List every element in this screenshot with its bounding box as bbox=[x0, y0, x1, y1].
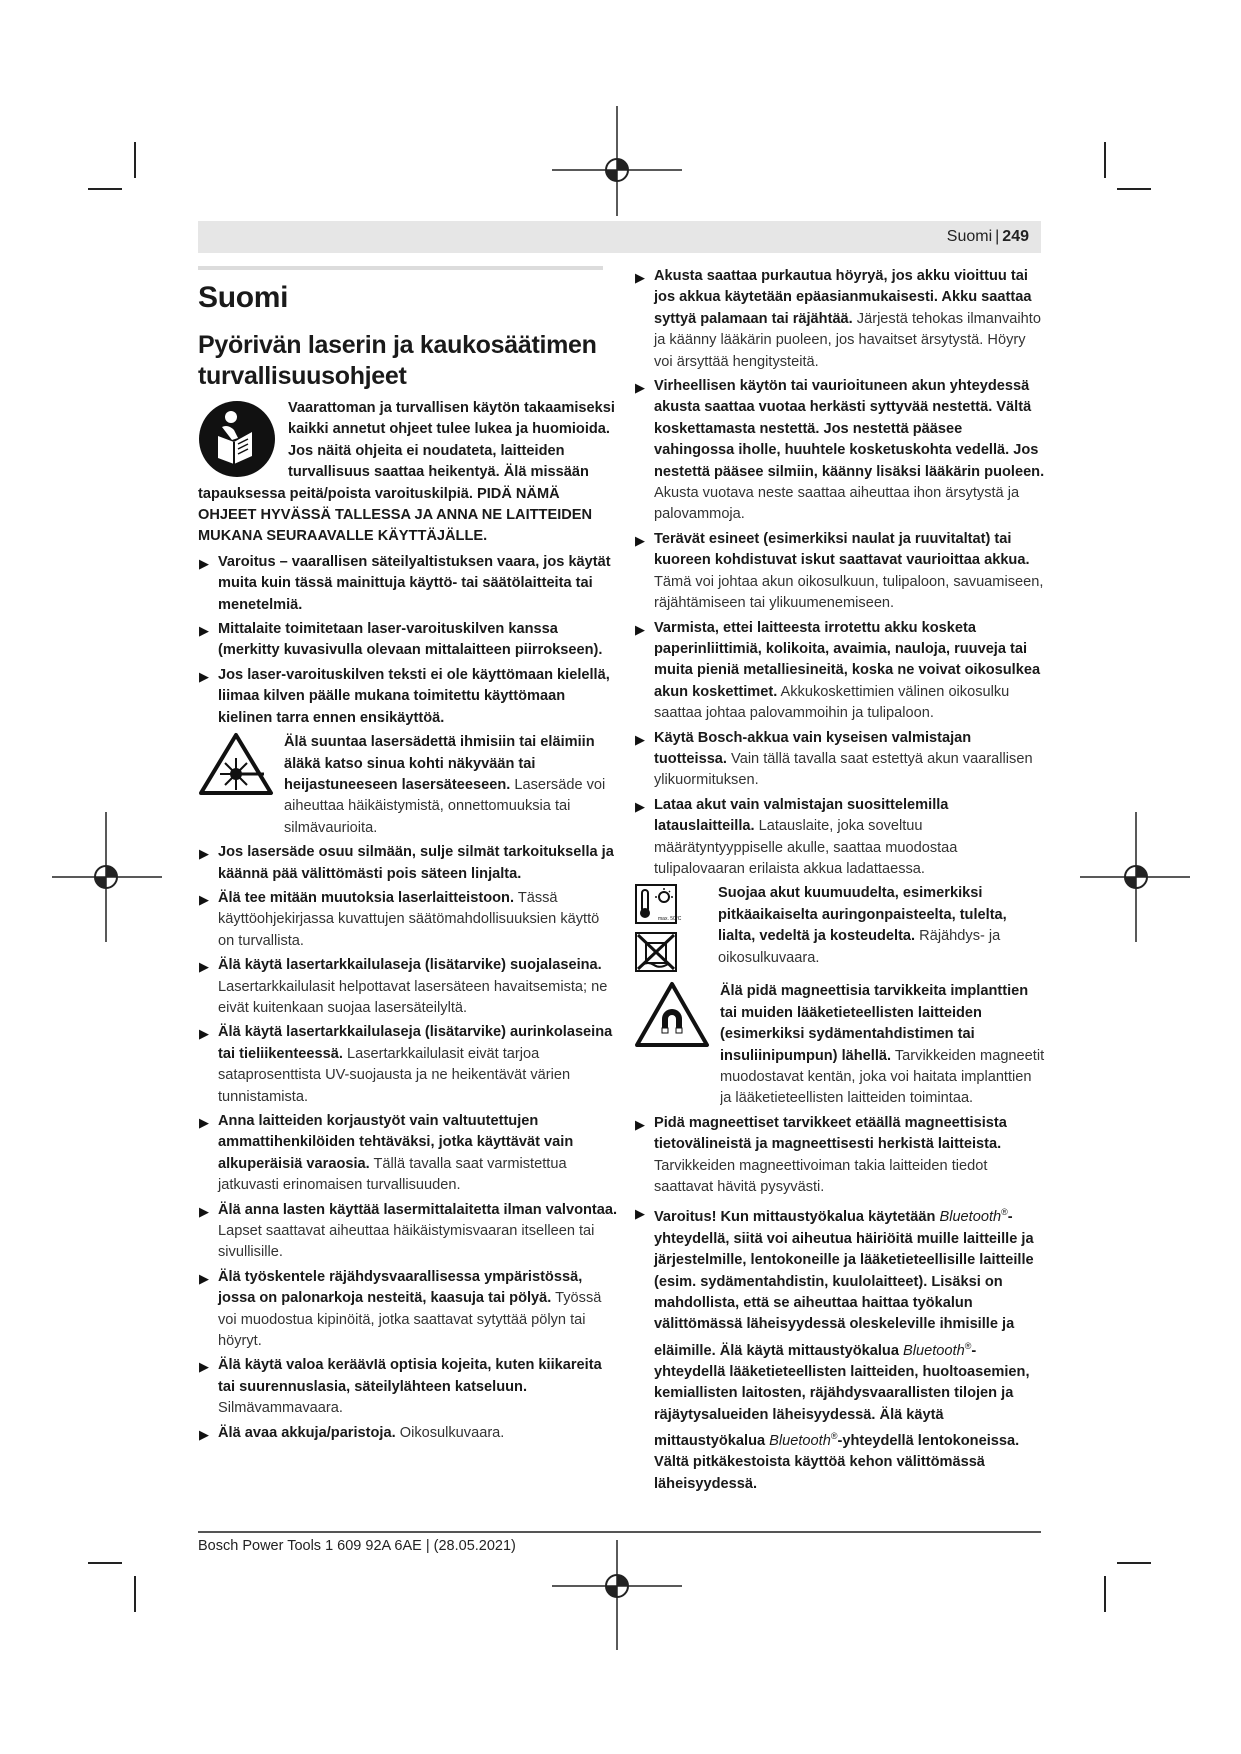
bullet-triangle-icon: ▶ bbox=[635, 621, 645, 637]
crop-mark bbox=[1117, 188, 1151, 190]
bullet-triangle-icon: ▶ bbox=[199, 959, 209, 975]
page-number: 249 bbox=[1002, 228, 1029, 245]
bluetooth-warning: ▶ Varoitus! Kun mittaustyökalua käytetään Bluetooth®-yhteydellä, siitä voi aiheutua häiriöitä muille laitteille ja järjestelmille, lentokoneille ja lääketieteellisille laitteille (esim. sydämentahdistin, kuulolaitteet). Lisäksi on mahdollista, että se aiheuttaa haittaa työkalun välittömässä läheisyydessä oleskeleville ihmisille ja eläimille. Älä käytä mittaustyökalua Bluetooth®-yhteydellä lääketieteellisten laitteiden, huoltoasemien, kemiallisten laitosten, räjähdysvaarallisten tilojen ja räjäytysalueiden läheisyydessä. Älä käytä mittaustyökalua Bluetooth®-yhteydellä lentokoneissa. Vältä pitkäkestoista käyttöä kehon välittömässä läheisyydessä. bbox=[634, 1202, 1046, 1495]
right-list-1 bbox=[634, 266, 1046, 880]
crop-mark bbox=[88, 188, 122, 190]
bullet-triangle-icon: ▶ bbox=[199, 1115, 209, 1130]
list-item: ▶ Jos laser-varoituskilven teksti ei ole käyttömaan kielellä, liimaa kilven päälle mukana toimitettu käyttömaan kielinen tarra ennen ensikäyttöä. bbox=[199, 666, 610, 726]
bullet-triangle-icon: ▶ bbox=[199, 1203, 209, 1219]
list-item: ▶ Älä avaa akkuja/paristoja. Oikosulkuvaara. bbox=[198, 1423, 618, 1444]
left-column bbox=[198, 266, 618, 1447]
bluetooth-term: Bluetooth bbox=[939, 1209, 1002, 1226]
bullet-triangle-icon: ▶ bbox=[635, 380, 645, 396]
list-item: ▶ Akusta saattaa purkautua höyryä, jos akku vioittuu tai jos akkua käytetään epäasianmukaisesti. Akku saattaa syttyä palamaan tai räjähtää. Järjestä tehokas ilmanvaihto ja käänny lääkärin puoleen, jos havaitset ärsytystä. Höyry voi ärsyttää hengitysteitä. bbox=[635, 268, 1041, 370]
bullet-triangle-icon: ▶ bbox=[199, 1359, 209, 1375]
bullet-triangle-icon: ▶ bbox=[635, 270, 645, 285]
list-item: ▶ Virheellisen käytön tai vaurioituneen akun yhteydessä akusta saattaa vuotaa herkästi syttyvää nestettä. Vältä koskettamasta nestettä. Jos nestettä pääsee vahingossa iholle, huuhtele kosketuskohta vedellä. Jos nestettä pääsee silmiin, käänny lisäksi lääkärin puoleen. Akusta vuotava neste saattaa aiheuttaa ihon ärsytystä ja palovammoja. bbox=[635, 378, 1045, 523]
bluetooth-term: Bluetooth bbox=[903, 1342, 965, 1359]
bullet-triangle-icon: ▶ bbox=[199, 1426, 209, 1442]
page-header bbox=[198, 221, 1041, 253]
crop-mark bbox=[134, 142, 136, 178]
crop-mark bbox=[1104, 142, 1106, 178]
magnet-warning-text: Älä pidä magneettisia tarvikkeita implanttien tai muiden lääketieteellisten laitteiden (esimerkiksi sydämentahdistimen tai insuliinipumpun) lähellä. Tarvikkeiden magneetit muodostavat kentän, joka voi haitata implanttien ja lääketieteellisten laitteiden toimintaa. bbox=[720, 983, 1045, 1107]
heat-icon-label: max. 50°C bbox=[658, 916, 682, 923]
bullet-triangle-icon: ▶ bbox=[635, 1116, 645, 1132]
crop-mark bbox=[1117, 1562, 1151, 1564]
bluetooth-term: Bluetooth bbox=[769, 1433, 831, 1450]
list-item: ▶ Terävät esineet (esimerkiksi naulat ja ruuvitaltat) tai kuoreen kohdistuvat iskut saattavat vaurioittaa akkua. Tämä voi johtaa akun oikosulkuun, tulipaloon, savuamiseen, räjähtämiseen tai ylikuumenemiseen. bbox=[635, 530, 1044, 612]
bullet-triangle-icon: ▶ bbox=[635, 731, 645, 747]
bullet-triangle-icon: ▶ bbox=[199, 846, 209, 862]
list-item: ▶ Älä käytä lasertarkkailulaseja (lisätarvike) suojalaseina. Lasertarkkailulasit helpottavat lasersäteen havaitsemista; ne eivät kuitenkaan suojaa lasersäteilyltä. bbox=[199, 957, 608, 1016]
right-list-2 bbox=[634, 1113, 1046, 1495]
heat-warning-text: Suojaa akut kuumuudelta, esimerkiksi pitkäaikaiselta auringonpaisteelta, tulelta, lialta, vedeltä ja kosteudelta. Räjähdys- ja oikosulkuvaara. bbox=[718, 885, 1007, 966]
bullet-triangle-icon: ▶ bbox=[199, 555, 209, 571]
bullet-triangle-icon: ▶ bbox=[199, 623, 209, 639]
magnet-warning-icon bbox=[634, 981, 710, 1049]
crop-mark bbox=[88, 1562, 122, 1564]
bullet-triangle-icon: ▶ bbox=[199, 1026, 209, 1042]
registration-mark-icon bbox=[52, 812, 162, 942]
list-item: ▶ Älä tee mitään muutoksia laserlaitteistoon. Tässä käyttöohjekirjassa kuvattujen säätömahdollisuuksien käyttö on turvallista. bbox=[199, 889, 600, 949]
list-item: ▶ Älä työskentele räjähdysvaarallisessa ympäristössä, jossa on palonarkoja nesteitä, kaasuja tai pölyä. Työssä voi muodostua kipinöitä, jotka saattavat sytyttää pölyn tai höyryt. bbox=[199, 1268, 602, 1350]
laser-warning-text: Älä suuntaa lasersädettä ihmisiin tai eläimiin äläkä katso sinua kohti näkyvään tai heijastuneeseen lasersäteeseen. Lasersäde voi aiheuttaa häikäistymistä, onnettomuuksia tai silmävaurioita. bbox=[284, 734, 606, 836]
subtitle: Pyörivän laserin ja kaukosäätimen turvallisuusohjeet bbox=[198, 331, 597, 390]
registration-mark-icon bbox=[552, 106, 682, 216]
heat-warning-block bbox=[634, 883, 1046, 973]
crop-mark bbox=[134, 1576, 136, 1612]
footer-text: Bosch Power Tools 1 609 92A 6AE | (28.05.2021) bbox=[198, 1538, 516, 1554]
list-item: ▶ Älä käytä valoa keräävIä optisia kojeita, kuten kiikareita tai suurennuslasia, säteilylähteen katseluun. Silmävammavaara. bbox=[199, 1357, 602, 1417]
page-header-text: Suomi | 249 bbox=[946, 228, 1029, 245]
left-list-2 bbox=[198, 842, 618, 1444]
list-item: ▶ Pidä magneettiset tarvikkeet etäällä magneettisista tietovälineistä ja magneettisesti herkistä laitteista. Tarvikkeiden magneettivoiman takia laitteiden tiedot saattavat hävitä pysyvästi. bbox=[635, 1114, 1007, 1196]
section-title: Suomi bbox=[198, 281, 289, 314]
bullet-triangle-icon: ▶ bbox=[199, 668, 209, 684]
bullet-triangle-icon: ▶ bbox=[635, 1206, 645, 1222]
list-item: ▶ Varmista, ettei laitteesta irrotettu akku kosketa paperinliittimiä, kolikoita, avaimia, nauloja, ruuveja tai muita pieniä metalliesineitä, koska ne voivat oikosulkea akun koskettimet. Akkukoskettimien välinen oikosulku saattaa johtaa palovammoihin ja tulipaloon. bbox=[635, 619, 1041, 722]
right-column bbox=[634, 266, 1046, 1498]
list-item: ▶ Älä käytä lasertarkkailulaseja (lisätarvike) aurinkolaseina tai tieliikenteessä. Lasertarkkailulasit eivät tarjoa sataprosenttista UV-suojausta ja ne heikentävät värien tunnistamista. bbox=[199, 1024, 613, 1105]
laser-warning-icon bbox=[198, 732, 274, 796]
registration-mark-icon bbox=[1080, 812, 1190, 942]
bullet-triangle-icon: ▶ bbox=[635, 532, 645, 548]
list-item: ▶ Anna laitteiden korjaustyöt vain valtuutettujen ammattihenkilöiden tehtäväksi, jotka käyttävät vain alkuperäisiä varaosia. Tällä tavalla saat varmistettua jatkuvasti erinomaisen turvallisuuden. bbox=[199, 1113, 574, 1194]
list-item: ▶ Lataa akut vain valmistajan suosittelemilla latauslaitteilla. Latauslaite, joka soveltuu määrätyntyyppiselle akulle, saattaa muodostaa tulipalovaaran erilaista akkua ladattaessa. bbox=[635, 796, 958, 877]
list-item: ▶ Käytä Bosch-akkua vain kyseisen valmistajan tuotteissa. Vain tällä tavalla saat estettyä akun vaarallisen ylikuormituksen. bbox=[635, 729, 1033, 789]
footer-rule bbox=[198, 1531, 1041, 1533]
bullet-triangle-icon: ▶ bbox=[199, 891, 209, 907]
laser-warning-block bbox=[198, 732, 618, 839]
list-item: ▶ Varoitus – vaarallisen säteilyaltistuksen vaara, jos käytät muita kuin tässä mainittuja käyttö- tai säätölaitteita tai menetelmiä. bbox=[199, 553, 611, 613]
no-water-icon bbox=[634, 931, 678, 973]
list-item: ▶ Älä anna lasten käyttää lasermittalaitetta ilman valvontaa. Lapset saattavat aiheuttaa häikäistymisvaaran itselleen tai sivullisille. bbox=[199, 1201, 618, 1261]
list-item: ▶ Jos lasersäde osuu silmään, sulje silmät tarkoituksella ja käännä pää välittömästi pois säteen linjalta. bbox=[199, 844, 614, 882]
registration-mark-icon bbox=[552, 1540, 682, 1650]
read-manual-icon bbox=[198, 400, 276, 478]
magnet-warning-block bbox=[634, 981, 1046, 1109]
heat-warning-icons bbox=[634, 883, 708, 973]
bullet-triangle-icon: ▶ bbox=[635, 798, 645, 814]
left-list-1 bbox=[198, 552, 618, 729]
list-item: ▶ Mittalaite toimitetaan laser-varoituskilven kanssa (merkitty kuvasivulla olevaan mittalaitteen piirrokseen). bbox=[199, 621, 603, 659]
crop-mark bbox=[1104, 1576, 1106, 1612]
bullet-triangle-icon: ▶ bbox=[199, 1270, 209, 1286]
intro-block bbox=[198, 398, 618, 548]
header-language: Suomi bbox=[946, 228, 993, 245]
intro-text: Vaarattoman ja turvallisen käytön takaamiseksi kaikki annetut ohjeet tulee lukea ja huomioida. Jos näitä ohjeita ei noudateta, laitteiden turvallisuus saattaa heikentyä. Älä missään tapauksessa peitä/poista varoituskilpiä. PIDÄ NÄMÄ OHJEET HYVÄSSÄ TALLESSA JA ANNA NE LAITTEIDEN MUKANA SEURAAVALLE KÄYTTÄJÄLLE. bbox=[198, 400, 615, 545]
section-rule bbox=[198, 266, 603, 270]
